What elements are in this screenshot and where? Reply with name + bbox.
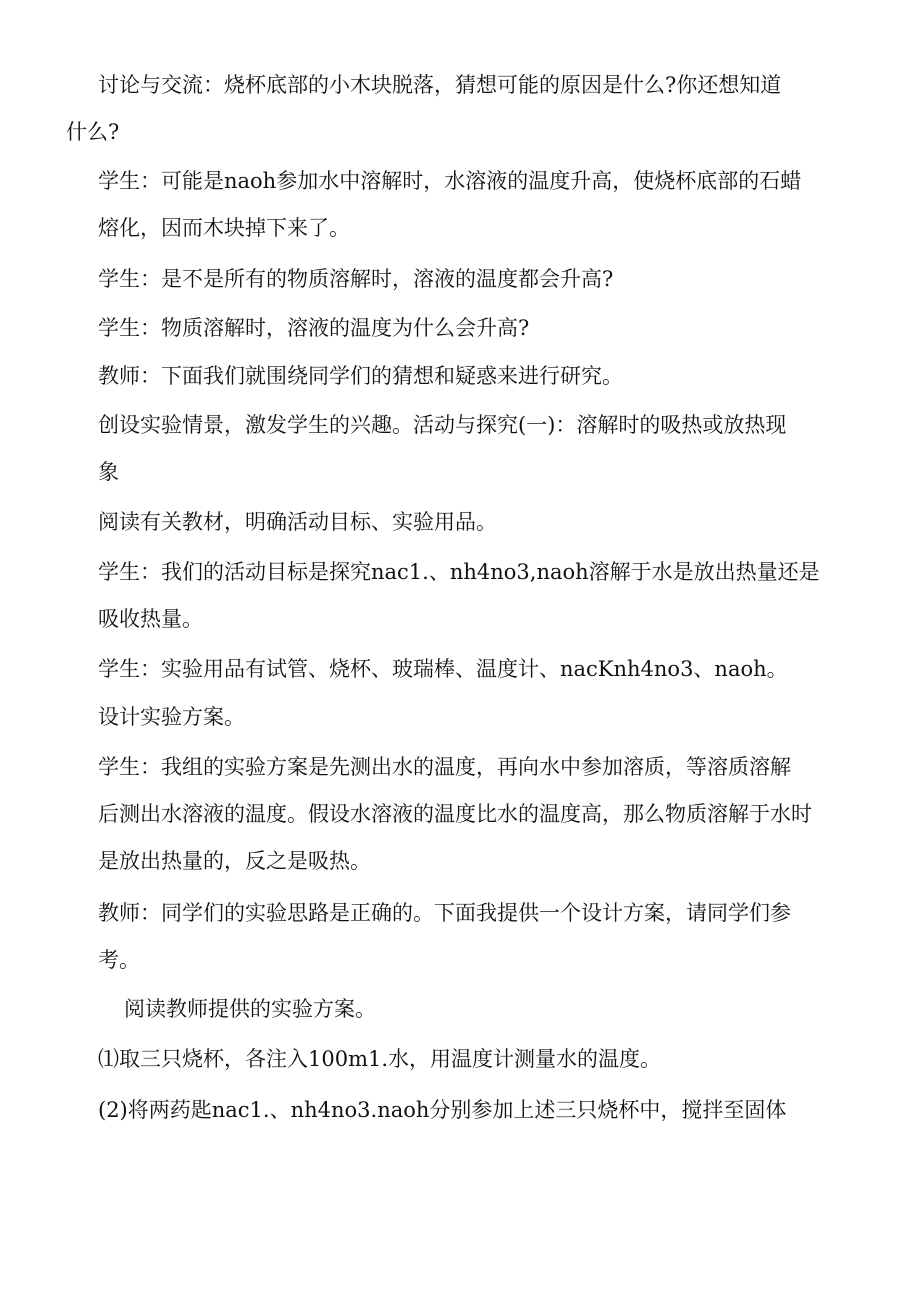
paragraph-design (66, 694, 866, 741)
paragraph-read-plan (66, 986, 866, 1033)
text-line: 考。 (98, 948, 140, 972)
paragraph-student-3 (66, 305, 866, 352)
text-line: 阅读教师提供的实验方案。 (124, 997, 376, 1021)
text-line: 学生：我们的活动目标是探究nac1.、nh4no3,naoh溶解于水是放出热量还是 (98, 560, 820, 584)
paragraph-activity (66, 402, 866, 496)
text-line: 设计实验方案。 (98, 705, 245, 729)
text-line: 阅读有关教材，明确活动目标、实验用品。 (98, 510, 497, 534)
text-line: 后测出水溶液的温度。假设水溶液的温度比水的温度高，那么物质溶解于水时 (98, 802, 812, 826)
text-line: 是放出热量的，反之是吸热。 (98, 849, 371, 873)
paragraph-teacher-2 (66, 890, 866, 984)
text-line: 学生：可能是naoh参加水中溶解时，水溶液的温度升高，使烧杯底部的石蜡 (98, 169, 802, 193)
text-line: 教师：同学们的实验思路是正确的。下面我提供一个设计方案，请同学们参 (98, 901, 791, 925)
paragraph-teacher-1 (66, 353, 866, 400)
text-line: 学生：我组的实验方案是先测出水的温度，再向水中参加溶质，等溶质溶解 (98, 755, 791, 779)
text-line: 教师：下面我们就围绕同学们的猜想和疑惑来进行研究。 (98, 364, 623, 388)
text-line: ⑴取三只烧杯，各注入100m1.水，用温度计测量水的温度。 (98, 1047, 662, 1071)
text-line: 熔化，因而木块掉下来了。 (98, 216, 350, 240)
paragraph-reading (66, 499, 866, 546)
paragraph-step-2 (66, 1087, 866, 1134)
text-line: 学生：实验用品有试管、烧杯、玻瑞棒、温度计、nacKnh4no3、naoh。 (98, 657, 788, 681)
text-line: 吸收热量。 (98, 607, 203, 631)
text-line: 讨论与交流：烧杯底部的小木块脱落，猜想可能的原因是什么?你还想知道 (98, 73, 782, 97)
text-line: 学生：是不是所有的物质溶解时，溶液的温度都会升高? (98, 267, 614, 291)
paragraph-student-2 (66, 256, 866, 303)
text-line: 学生：物质溶解时，溶液的温度为什么会升高? (98, 316, 530, 340)
text-line: (2)将两药匙nac1.、nh4no3.naoh分别参加上述三只烧杯中，搅拌至固体 (98, 1098, 787, 1122)
text-line: 创设实验情景，激发学生的兴趣。活动与探究(一)：溶解时的吸热或放热现 (98, 413, 787, 437)
paragraph-step-1 (66, 1036, 866, 1083)
paragraph-student-materials (66, 646, 866, 693)
paragraph-student-goal (66, 549, 866, 643)
paragraph-student-plan (66, 744, 866, 885)
text-line: 什么? (66, 120, 120, 144)
paragraph-discussion (66, 62, 866, 156)
paragraph-student-1 (66, 158, 866, 252)
text-line: 象 (98, 460, 119, 484)
